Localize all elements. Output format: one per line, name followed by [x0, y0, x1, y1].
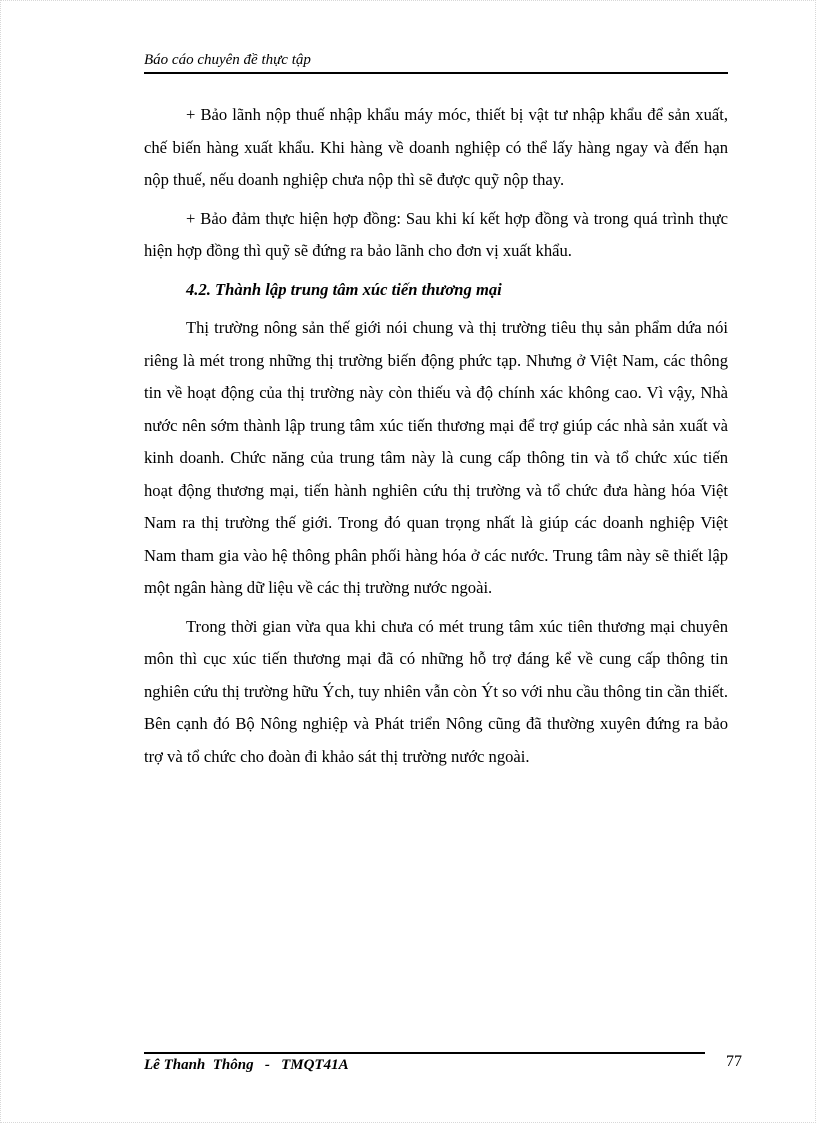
paragraph-market-info: Thị trường nông sản thế giới nói chung và thị trường tiêu thụ sản phẩm dứa nói riêng là mét trong những thị trường biến động phức tạp. Nhưng ở Việt Nam, các thông tin về hoạt động của thị trường này còn thiếu và độ chính xác không cao. Vì vậy, Nhà nước nên sớm thành lập trung tâm xúc tiến thương mại để trợ giúp các nhà sản xuất và kinh doanh. Chức năng của trung tâm này là cung cấp thông tin và tổ chức xúc tiến hoạt động thương mại, tiến hành nghiên cứu thị trường và tổ chức đưa hàng hóa Việt Nam ra thị trường thế giới. Trong đó quan trọng nhất là giúp các doanh nghiệp Việt Nam tham gia vào hệ thông phân phối hàng hóa ở các nước. Trung tâm này sẽ thiết lập một ngân hàng dữ liệu về các thị trường nước ngoài.: [144, 318, 728, 597]
paragraph-trade-promotion: Trong thời gian vừa qua khi chưa có mét trung tâm xúc tiên thương mại chuyên môn thì cục xúc tiến thương mại đã có những hỗ trợ đáng kể về cung cấp thông tin nghiên cứu thị trường hữu Ých, tuy nhiên vẫn còn Ýt so với nhu cầu thông tin cần thiết. Bên cạnh đó Bộ Nông nghiệp và Phát triển Nông cũng đã thường xuyên đứng ra bảo trợ và tổ chức cho đoàn đi khảo sát thị trường nước ngoài.: [144, 616, 728, 766]
section-heading: 4.2. Thành lập trung tâm xúc tiến thương mại: [186, 279, 502, 299]
footer-author: Lê Thanh Thông - TMQT41A: [144, 1057, 349, 1073]
paragraph-tax-guarantee: + Bảo lãnh nộp thuế nhập khẩu máy móc, thiết bị vật tư nhập khẩu để sản xuất, chế biến hàng xuất khẩu. Khi hàng về doanh nghiệp có thể lấy hàng ngay và đến hạn nộp thuế, nếu doanh nghiệp chưa nộp thì sẽ được quỹ nộp thay.: [144, 105, 728, 189]
page-header: [144, 48, 728, 74]
footer-divider: [144, 1052, 705, 1054]
header-title: Báo cáo chuyên đề thực tập: [144, 52, 311, 68]
paragraph-contract-guarantee: + Bảo đảm thực hiện hợp đồng: Sau khi kí kết hợp đồng và trong quá trình thực hiện hợp đồng thì quỹ sẽ đứng ra bảo lãnh cho đơn vị xuất khẩu.: [144, 208, 728, 260]
page-number: 77: [726, 1053, 742, 1070]
document-body: [144, 99, 728, 779]
